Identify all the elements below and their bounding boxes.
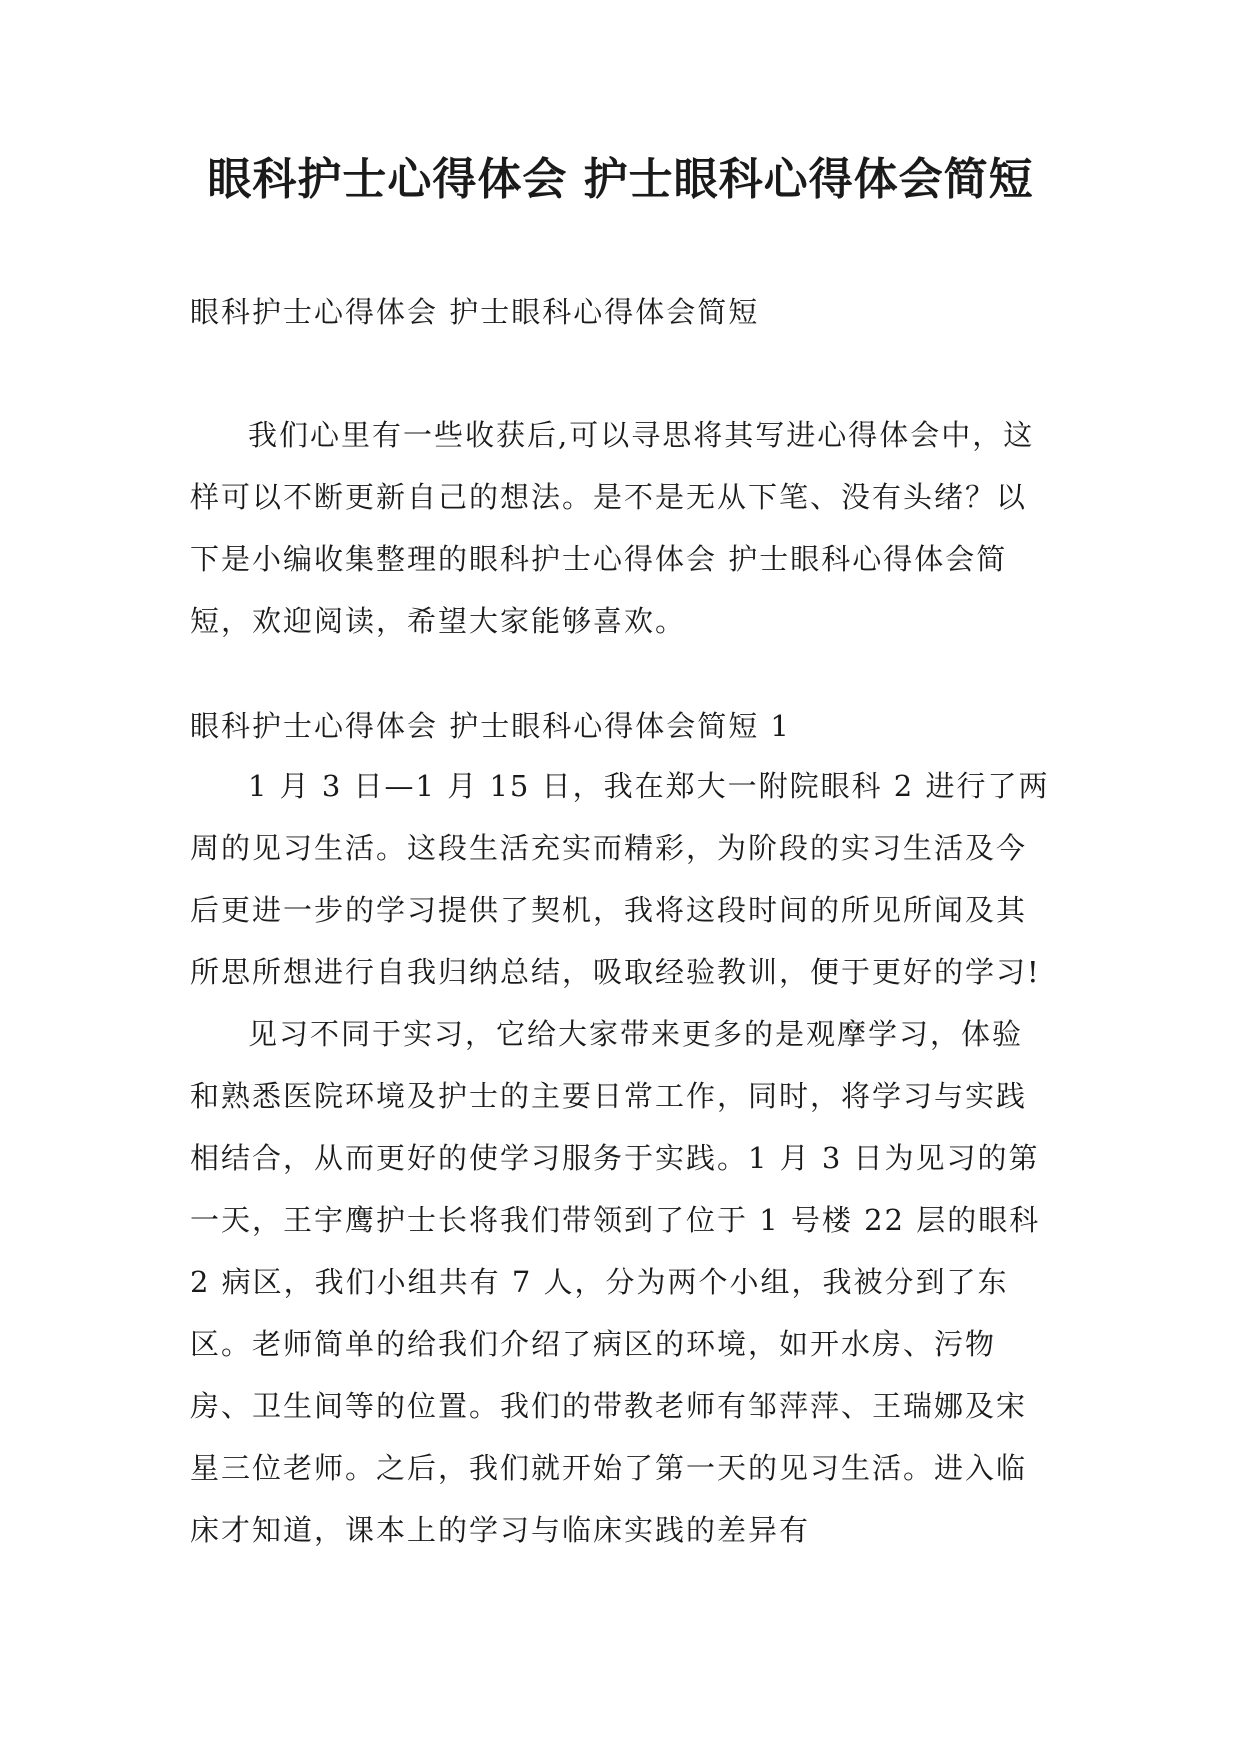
section-body [190,755,1050,1561]
document-title: 眼科护士心得体会 护士眼科心得体会简短 [207,154,1034,205]
document-subtitle: 眼科护士心得体会 护士眼科心得体会简短 [190,295,760,329]
section-heading: 眼科护士心得体会 护士眼科心得体会简短 1 [190,709,791,743]
body-paragraph-2: 见习不同于实习，它给大家带来更多的是观摩学习，体验和熟悉医院环境及护士的主要日常工作，同时，将学习与实践相结合，从而更好的使学习服务于实践。1 月 3 日为见习的第一天，王宇鹰护士长将我们带领到了位于 1 号楼 22 层的眼科 2 病区，我们小组共有 7 人，分为两个小组，我被分到了东区。老师简单的给我们介绍了病区的环境，如开水房、污物房、卫生间等的位置。我们的带教老师有邹萍萍、王瑞娜及宋星三位老师。之后，我们就开始了第一天的见习生活。进入临床才知道，课本上的学习与临床实践的差异有 [190,1017,1041,1547]
intro-paragraph: 我们心里有一些收获后,可以寻思将其写进心得体会中，这样可以不断更新自己的想法。是不是无从下笔、没有头绪？以下是小编收集整理的眼科护士心得体会 护士眼科心得体会简短，欢迎阅读，希望大家能够喜欢。 [190,418,1035,638]
body-paragraph-1: 1 月 3 日—1 月 15 日，我在郑大一附院眼科 2 进行了两周的见习生活。这段生活充实而精彩，为阶段的实习生活及今后更进一步的学习提供了契机，我将这段时间的所见所闻及其所思所想进行自我归纳总结，吸取经验教训，便于更好的学习! [190,769,1050,989]
